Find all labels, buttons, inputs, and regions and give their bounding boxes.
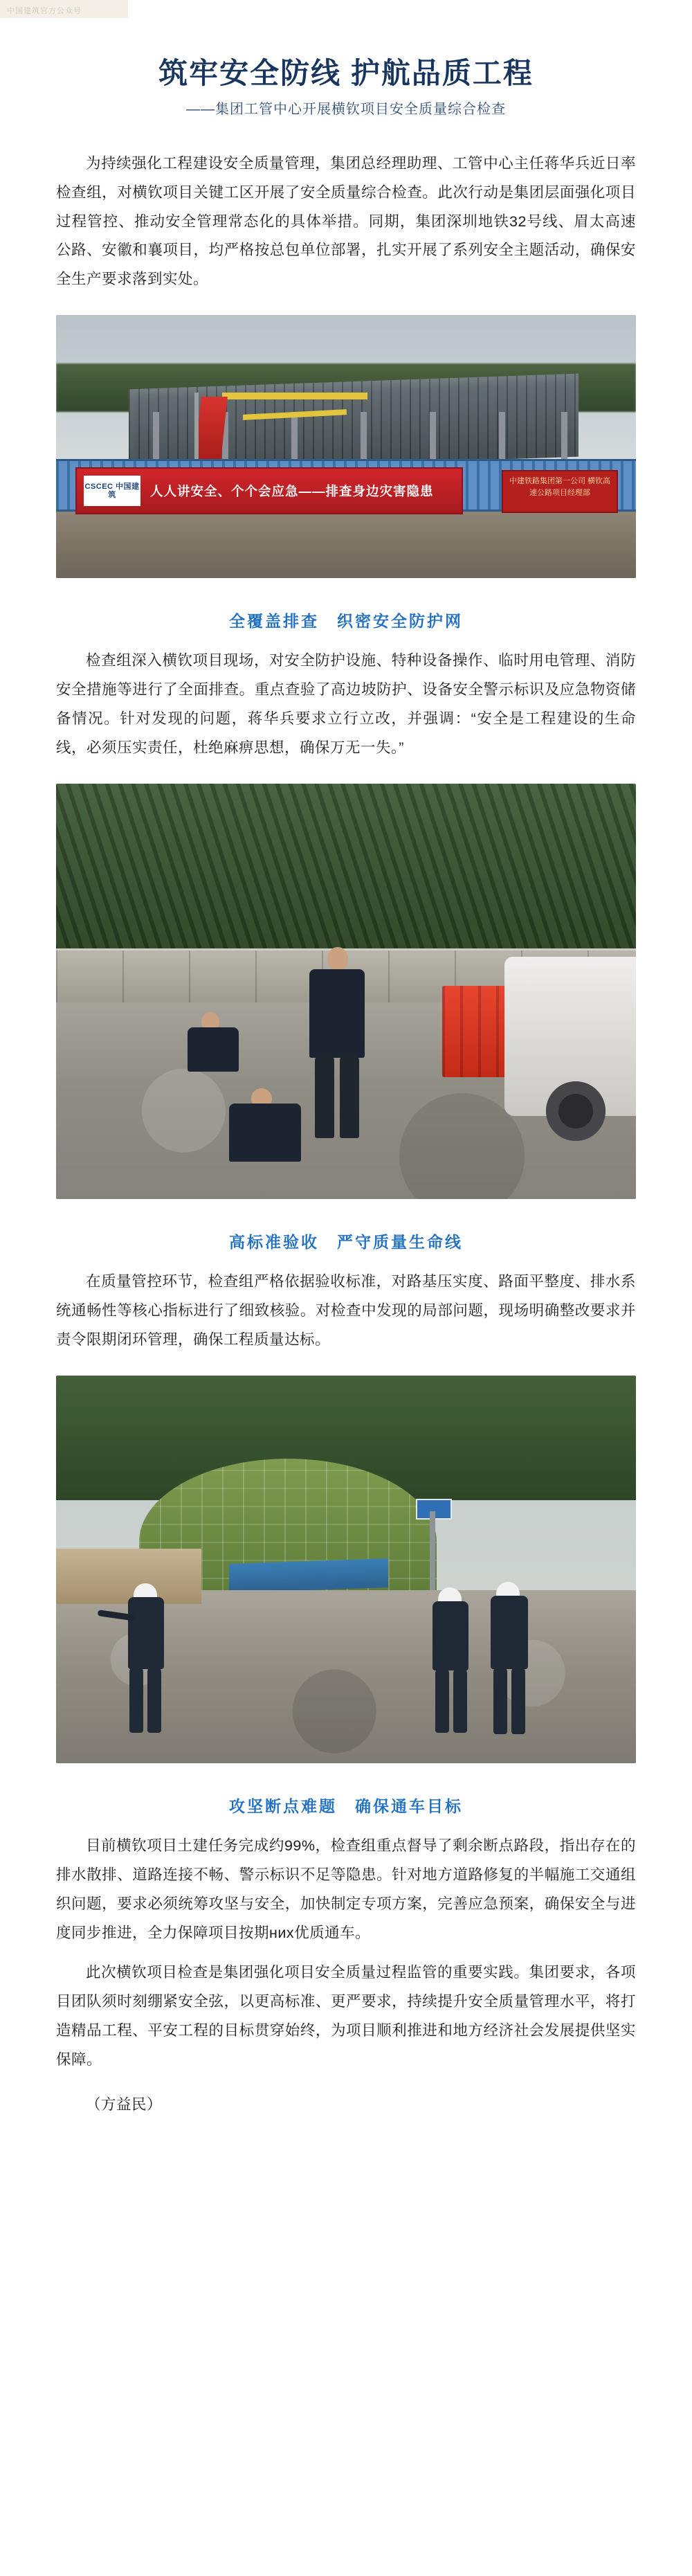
slope-inspection-photo	[56, 1376, 636, 1763]
photo3-person-leg	[453, 1668, 467, 1733]
photo3-earth-wall	[56, 1549, 201, 1604]
photo2-hillside	[56, 784, 636, 957]
watermark-text: 中国建筑官方公众号	[7, 7, 82, 15]
article-content	[56, 0, 636, 2114]
photo3-person-body	[432, 1601, 468, 1670]
photo3-person-leg	[129, 1666, 143, 1733]
photo2-crouching-person	[188, 1027, 239, 1072]
photo3-person-leg	[147, 1666, 161, 1733]
photo2-person-leg	[340, 1055, 359, 1138]
photo2-person-leg	[315, 1055, 334, 1138]
photo3-blue-tarp	[229, 1558, 388, 1593]
lead-paragraph: 为持续强化工程建设安全质量管理，集团总经理助理、工管中心主任蒋华兵近日率检查组，对横钦项目关键工区开展了安全质量综合检查。此次行动是集团层面强化项目过程管控、推动安全管理常态化的具体举措。同期，集团深圳地铁32号线、眉太高速公路、安徽和襄项目，均严格按总包单位部署，扎实开展了系列安全主题活动，确保安全生产要求落到实处。	[56, 154, 636, 288]
photo2-truck-tire	[546, 1081, 606, 1141]
photo1-side-banner: 中建铁路集团第一公司 横钦高速公路项目经理部	[502, 470, 618, 513]
photo3-sign-post	[430, 1511, 435, 1594]
section-3-paragraph-1: 目前横钦项目土建任务完成约99%，检查组重点督导了剩余断点路段，指出存在的排水散排、道路连接不畅、警示标识不足等隐患。针对地方道路修复的半幅施工交通组织问题，要求必须统筹攻坚与安全，加快制定专项方案，完善应急预案，确保安全与进度同步推进，全力保障项目按期них优质通车。	[56, 1837, 636, 1941]
photo2-crouching-person	[229, 1104, 301, 1162]
photo1-banner-text: 人人讲安全、个个会应急——排查身边灾害隐患	[150, 484, 434, 499]
photo3-person-body	[128, 1597, 164, 1669]
photo1-safety-banner	[75, 467, 463, 514]
byline: （方益民）	[86, 2096, 163, 2114]
photo2-person-head	[327, 947, 348, 971]
page-title: 筑牢安全防线 护航品质工程	[158, 57, 534, 89]
photo3-person-body	[491, 1596, 528, 1669]
photo3-person-leg	[493, 1666, 507, 1734]
photo1-crane-boom	[222, 393, 367, 399]
photo2-hill-texture	[56, 784, 636, 957]
section-heading-2: 高标准验收 严守质量生命线	[229, 1232, 463, 1251]
inspection-road-photo	[56, 784, 636, 1199]
page-subtitle: ——集团工管中心开展横钦项目安全质量综合检查	[186, 101, 506, 117]
photo3-person-leg	[435, 1668, 449, 1733]
photo1-banner-logo: CSCEC 中国建筑	[84, 476, 140, 506]
photo3-person-leg	[511, 1666, 525, 1734]
construction-site-banner-photo	[56, 315, 636, 578]
photo1-flag-pole	[194, 393, 199, 469]
section-heading-1: 全覆盖排查 织密安全防护网	[229, 612, 463, 631]
section-1-paragraph: 检查组深入横钦项目现场，对安全防护设施、特种设备操作、临时用电管理、消防安全措施等进行了全面排查。重点查验了高边坡防护、设备安全警示标识及应急物资储备情况。针对发现的问题，蒋华兵要求立行立改，并强调：“安全是工程建设的生命线，必须压实责任，杜绝麻痹思想，确保万无一失。”	[56, 652, 636, 757]
section-heading-3: 攻坚断点难题 确保通车目标	[229, 1796, 463, 1815]
photo2-standing-person	[309, 969, 365, 1058]
section-3-paragraph-2: 此次横钦项目检查是集团强化项目安全质量过程监管的重要实践。集团要求，各项目团队须时刻绷紧安全弦，以更高标准、更严要求，持续提升安全质量管理水平，将打造精品工程、平安工程的目标贯穿始终，为项目顺利推进和地方经济社会发展提供坚实保障。	[56, 1964, 636, 2069]
section-2-paragraph: 在质量管控环节，检查组严格依据验收标准，对路基压实度、路面平整度、排水系统通畅性等核心指标进行了细致核验。对检查中发现的局部问题，现场明确整改要求并责令限期闭环管理，确保工程质量达标。	[56, 1272, 636, 1348]
